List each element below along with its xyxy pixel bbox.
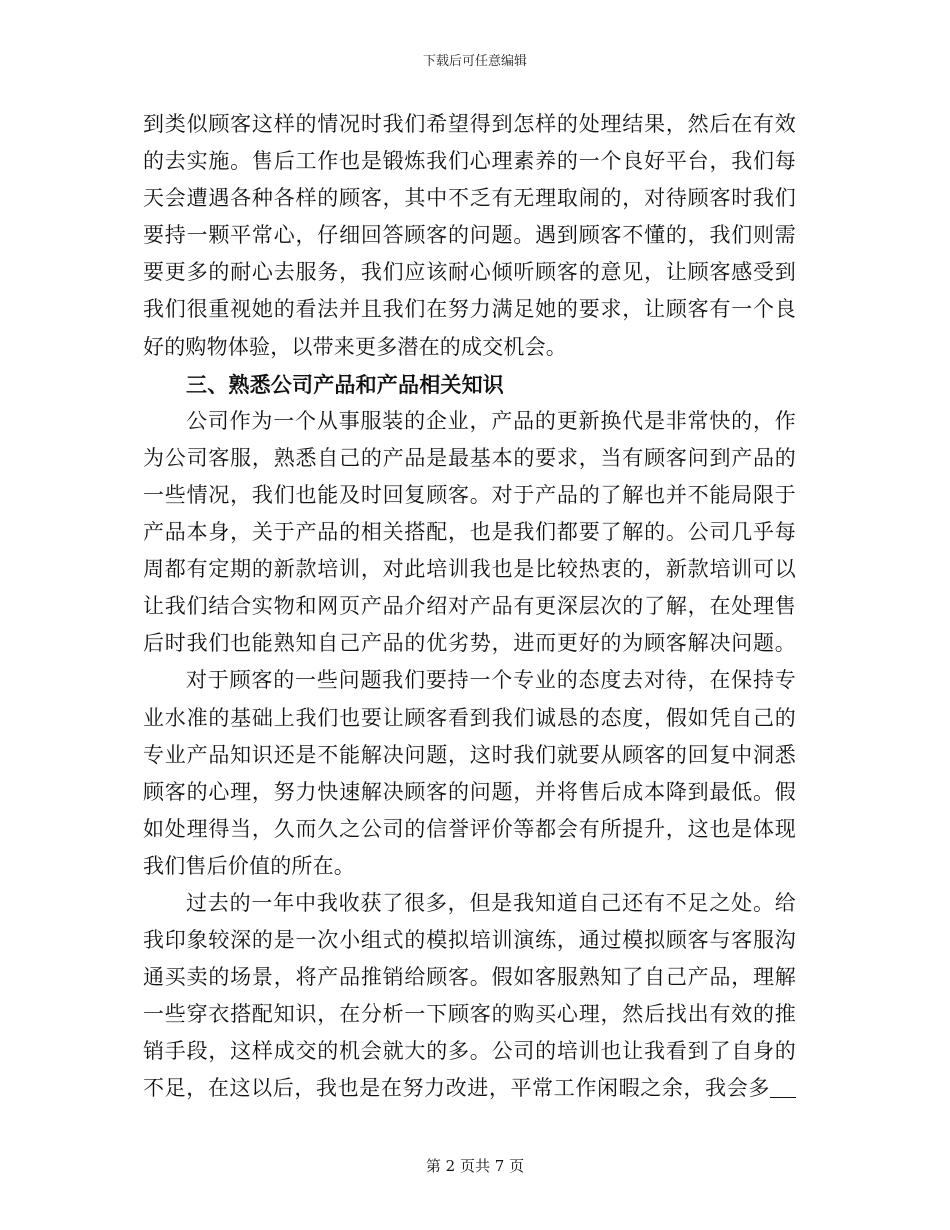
- text-line: 一些穿衣搭配知识，在分析一下顾客的购买心理，然后找出有效的推: [143, 1002, 796, 1027]
- text-line: 公司作为一个从事服装的企业，产品的更新换代是非常快的，作: [186, 408, 796, 433]
- text-line: 周都有定期的新款培训，对此培训我也是比较热衷的，新款培训可以: [143, 557, 796, 582]
- text-line-with-blank: [143, 1070, 796, 1107]
- document-body: [143, 106, 796, 1108]
- paragraph-products: [143, 403, 796, 663]
- text-line: 顾客的心理，努力快速解决顾客的问题，并将售后成本降到最低。假: [143, 779, 796, 804]
- text-line: 我们售后价值的所在。: [143, 853, 355, 878]
- text-line: 如处理得当，久而久之公司的信誉评价等都会有所提升，这也是体现: [143, 816, 796, 841]
- page-number: 第 2 页共 7 页: [425, 1157, 525, 1175]
- text-line: 我们很重视她的看法并且我们在努力满足她的要求，让顾客有一个良: [143, 297, 796, 322]
- text-line: 业水准的基础上我们也要让顾客看到我们诚恳的态度，假如凭自己的: [143, 705, 796, 730]
- text-line: 让我们结合实物和网页产品介绍对产品有更深层次的了解，在处理售: [143, 594, 796, 619]
- text-line: 专业产品知识还是不能解决问题，这时我们就要从顾客的回复中洞悉: [143, 742, 796, 767]
- text-line: 产品本身，关于产品的相关搭配，也是我们都要了解的。公司几乎每: [143, 520, 796, 545]
- paragraph-continuation: [143, 106, 796, 366]
- text-line: 对于顾客的一些问题我们要持一个专业的态度去对待，在保持专: [186, 668, 796, 693]
- text-line: 不足，在这以后，我也是在努力改进，平常工作闲暇之余，我会多: [143, 1076, 770, 1101]
- text-line: 我印象较深的是一次小组式的模拟培训演练，通过模拟顾客与客服沟: [143, 928, 796, 953]
- text-line: 好的购物体验，以带来更多潜在的成交机会。: [143, 334, 567, 359]
- text-line: 要更多的耐心去服务，我们应该耐心倾听顾客的意见，让顾客感受到: [143, 260, 796, 285]
- text-line: 到类似顾客这样的情况时我们希望得到怎样的处理结果，然后在有效: [143, 112, 796, 136]
- text-line: 要持一颗平常心，仔细回答顾客的问题。遇到顾客不懂的，我们则需: [143, 223, 796, 248]
- text-line: 为公司客服，熟悉自己的产品是最基本的要求，当有顾客问到产品的: [143, 445, 796, 470]
- text-line: 的去实施。售后工作也是锻炼我们心理素养的一个良好平台，我们每: [143, 149, 796, 174]
- fill-in-blank: [770, 1077, 796, 1098]
- text-line: 通买卖的场景，将产品推销给顾客。假如客服熟知了自己产品，理解: [143, 965, 796, 990]
- header-note: 下载后可任意编辑: [422, 54, 527, 69]
- section-heading: 三、熟悉公司产品和产品相关知识: [186, 371, 504, 397]
- text-line: 一些情况，我们也能及时回复顾客。对于产品的了解也并不能局限于: [143, 482, 796, 507]
- text-line: 后时我们也能熟知自己产品的优劣势，进而更好的为顾客解决问题。: [143, 631, 796, 656]
- text-line: 销手段，这样成交的机会就大的多。公司的培训也让我看到了自身的: [143, 1039, 796, 1064]
- paragraph-attitude: [143, 662, 796, 885]
- text-line: 过去的一年中我收获了很多，但是我知道自己还有不足之处。给: [186, 890, 796, 915]
- paragraph-review: [143, 885, 796, 1108]
- text-line: 天会遭遇各种各样的顾客，其中不乏有无理取闹的，对待顾客时我们: [143, 186, 796, 211]
